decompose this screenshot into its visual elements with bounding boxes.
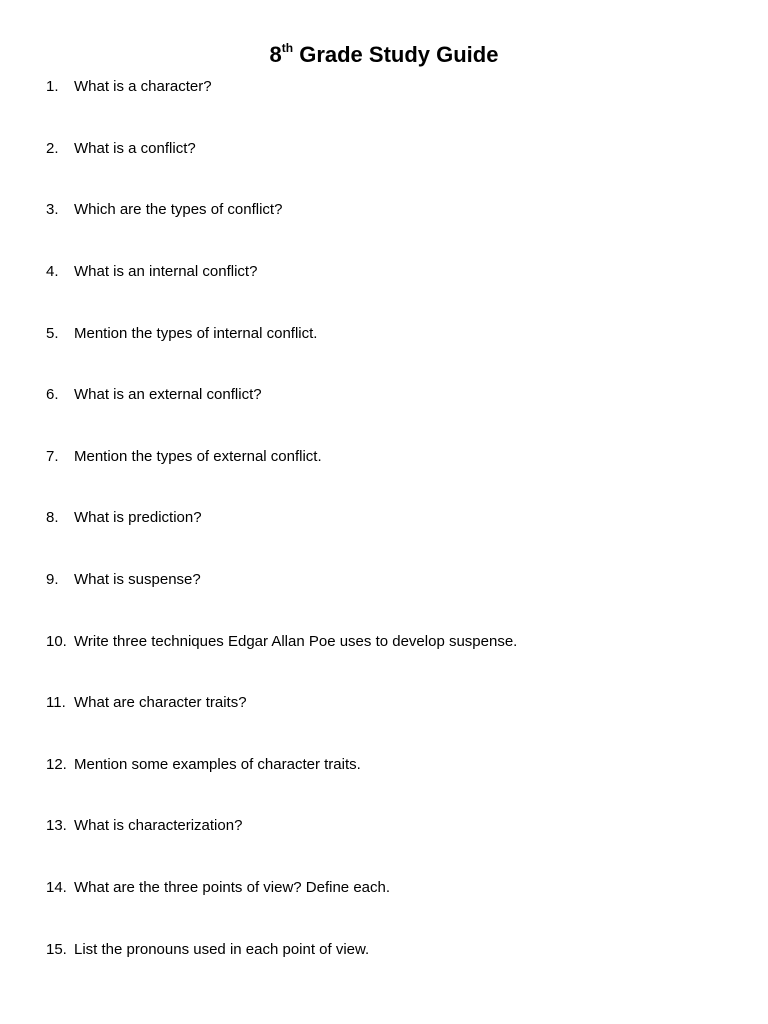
title-ordinal-suffix: th	[281, 40, 294, 55]
question-number: 8.	[46, 509, 59, 526]
question-number: 4.	[46, 263, 59, 280]
question-item	[0, 508, 760, 528]
question-text: What is a conflict?	[74, 140, 196, 157]
question-item	[0, 632, 760, 652]
question-number: 9.	[46, 571, 59, 588]
question-text: Mention some examples of character traits.	[74, 756, 361, 773]
question-number: 3.	[46, 201, 59, 218]
question-number: 10.	[46, 633, 67, 650]
question-number: 2.	[46, 140, 59, 157]
question-number: 6.	[46, 386, 59, 403]
question-number: 13.	[46, 817, 67, 834]
page-title	[0, 41, 768, 69]
question-text: Write three techniques Edgar Allan Poe uses to develop suspense.	[74, 633, 518, 650]
question-text: What is characterization?	[74, 817, 243, 834]
question-text: What are character traits?	[74, 694, 247, 711]
question-text: Mention the types of internal conflict.	[74, 325, 318, 342]
question-text: What is suspense?	[74, 571, 201, 588]
question-text: What is an external conflict?	[74, 386, 262, 403]
title-text: Grade Study Guide	[293, 42, 499, 67]
question-item	[0, 878, 760, 898]
question-text: List the pronouns used in each point of view.	[74, 941, 370, 958]
question-item	[0, 324, 760, 344]
question-item	[0, 200, 760, 220]
question-item	[0, 385, 760, 405]
question-text: Which are the types of conflict?	[74, 201, 283, 218]
question-item	[0, 693, 760, 713]
question-item	[0, 139, 760, 159]
question-number: 11.	[46, 694, 66, 711]
question-item	[0, 816, 760, 836]
question-item	[0, 755, 760, 775]
question-number: 7.	[46, 448, 59, 465]
question-number: 1.	[46, 78, 59, 95]
title-grade-number: 8	[269, 42, 282, 67]
question-number: 14.	[46, 879, 67, 896]
question-item	[0, 570, 760, 590]
question-text: Mention the types of external conflict.	[74, 448, 322, 465]
question-number: 5.	[46, 325, 59, 342]
question-text: What is prediction?	[74, 509, 202, 526]
question-text: What is a character?	[74, 78, 212, 95]
question-item	[0, 77, 760, 97]
question-item	[0, 940, 760, 960]
question-text: What are the three points of view? Define each.	[74, 879, 391, 896]
question-number: 12.	[46, 756, 67, 773]
question-item	[0, 447, 760, 467]
question-number: 15.	[46, 941, 67, 958]
question-text: What is an internal conflict?	[74, 263, 258, 280]
question-item	[0, 262, 760, 282]
